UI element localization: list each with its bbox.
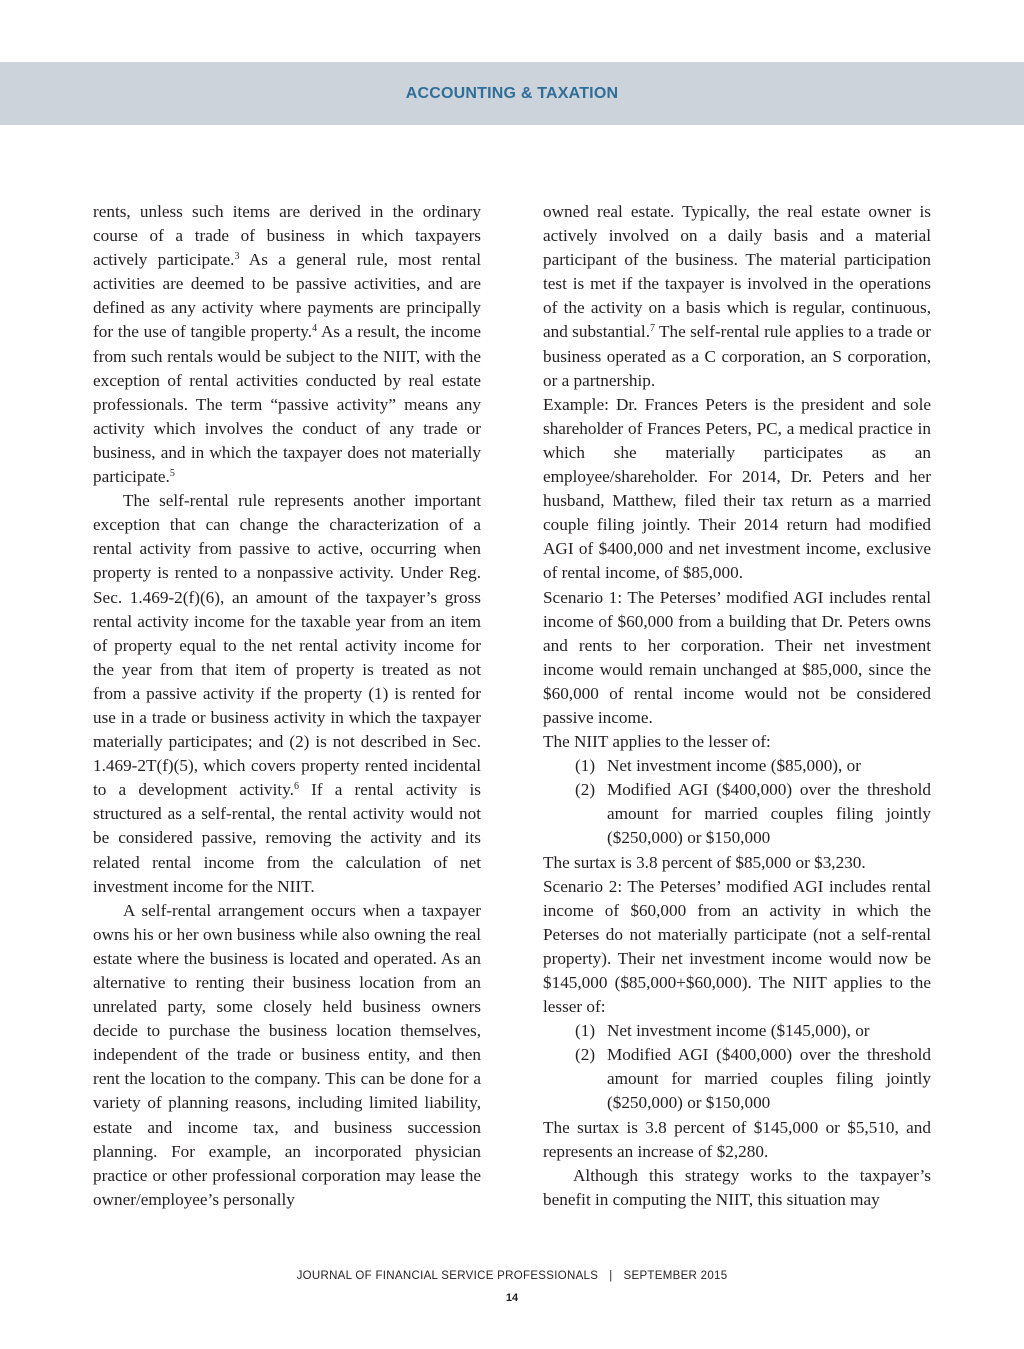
paragraph-text: rents, unless such items are derived in the ordinary course of a trade of business in which taxpayers actively participate. [93, 202, 481, 270]
paragraph [543, 200, 931, 393]
list-item [575, 1019, 931, 1043]
scenario-2-paragraph: Scenario 2: The Peterses’ modified AGI includes rental income of $60,000 from an activity in which the Peterses do not materially participate (not a self-rental property). Their net investment income would now be $145,000 ($85,000+$60,000). The NIIT applies to the lesser of: [543, 876, 931, 1017]
section-title: ACCOUNTING & TAXATION [405, 84, 619, 102]
surtax-paragraph: The surtax is 3.8 percent of $85,000 or $3,230. [543, 852, 866, 872]
list-item-text: Net investment income ($85,000), or [607, 756, 861, 776]
left-column [93, 200, 481, 1212]
list-item [575, 754, 931, 778]
page-footer [0, 1270, 1024, 1282]
footnote-ref: 7 [650, 323, 655, 335]
list-item-number: (2) [575, 780, 596, 800]
list-item-number: (1) [575, 1021, 596, 1041]
footnote-ref: 6 [293, 781, 299, 793]
list-item-number: (2) [575, 1045, 596, 1065]
paragraph-text: As a result, the income from such rentals would be subject to the NIIT, with the exception of rental activities conducted by real estate professionals. The term “passive activity” means any activity which involves the conduct of any trade or business, and in which the taxpayer does not materially participate. [93, 322, 481, 487]
list-item-text: Net investment income ($145,000), or [607, 1021, 870, 1041]
paragraph: A self-rental arrangement occurs when a taxpayer owns his or her own business while also owning the real estate where the business is located and operated. As an alternative to renting their business location from an unrelated party, some closely held business owners decide to purchase the business location themselves, independent of the trade or business entity, and then rent the location to the company. This can be done for a variety of planning reasons, including limited liability, estate and income tax, and business succession planning. For example, an incorporated physician practice or other professional corporation may lease the owner/employee’s personally [93, 900, 481, 1209]
right-column [543, 200, 931, 1212]
paragraph-text: The self-rental rule applies to a trade or business operated as a C corporation, an S corporation, or a partnership. [543, 322, 931, 390]
paragraph [93, 200, 481, 489]
paragraph-text: As a general rule, most rental activities are deemed to be passive activities, and are defined as any activity where payments are principally for the use of tangible property. [93, 250, 481, 342]
footnote-ref: 3 [234, 251, 240, 263]
paragraph-text: If a rental activity is structured as a self-rental, the rental activity would not be considered passive, removing the activity and its related rental income from the calculation of net investment income for the NIIT. [93, 780, 481, 896]
paragraph-text: owned real estate. Typically, the real estate owner is actively involved on a daily basis and a material participant of the business. The material participation test is met if the taxpayer is involved in the operations of the activity on a basis which is regular, continuous, and substantial. [543, 202, 931, 342]
scenario-1-paragraph: Scenario 1: The Peterses’ modified AGI includes rental income of $60,000 from a building that Dr. Peters owns and rents to her corporation. Their net investment income would remain unchanged at $85,000, since the $60,000 of rental income would not be considered passive income. [543, 587, 931, 727]
example-paragraph: Example: Dr. Frances Peters is the president and sole shareholder of Frances Peters, PC, a medical practice in which she materially participates as an employee/shareholder. For 2014, Dr. Peters and her husband, Matthew, filed their tax return as a married couple filing jointly. Their 2014 return had modified AGI of $400,000 and net investment income, exclusive of rental income, of $85,000. [543, 394, 931, 583]
footnote-ref: 5 [169, 468, 175, 480]
issue-date: SEPTEMBER 2015 [623, 1270, 728, 1282]
footnote-ref: 4 [312, 323, 318, 335]
page-number: 14 [505, 1292, 519, 1304]
list-item-text: Modified AGI ($400,000) over the threshold amount for married couples filing jointly ($250,000) or $150,000 [607, 1045, 931, 1113]
list-item [575, 1043, 931, 1115]
list-item-number: (1) [575, 756, 596, 776]
paragraph: Although this strategy works to the taxpayer’s benefit in computing the NIIT, this situation may [543, 1165, 931, 1209]
list-item [575, 778, 931, 850]
paragraph-text: The self-rental rule represents another important exception that can change the characterization of a rental activity from passive to active, occurring when property is rented to a nonpassive activity. Under Reg. Sec. 1.469-2(f)(6), an amount of the taxpayer’s gross rental activity income for the taxable year from an item of property equal to the net rental activity income for the year from that item of property is treated as not from a passive activity if the property (1) is rented for use in a trade or business activity in which the taxpayer materially participates; and (2) is not described in Sec. 1.469-2T(f)(5), which covers property rented incidental to a development activity. [93, 491, 481, 800]
paragraph [93, 489, 481, 899]
journal-name: JOURNAL OF FINANCIAL SERVICE PROFESSIONALS [296, 1270, 599, 1282]
list-item-text: Modified AGI ($400,000) over the threshold amount for married couples filing jointly ($250,000) or $150,000 [607, 780, 931, 848]
niit-lesser-intro: The NIIT applies to the lesser of: [543, 732, 771, 752]
surtax-paragraph: The surtax is 3.8 percent of $145,000 or $5,510, and represents an increase of $2,280. [543, 1117, 931, 1161]
footer-separator: | [609, 1270, 613, 1282]
section-header-band [0, 62, 1024, 125]
